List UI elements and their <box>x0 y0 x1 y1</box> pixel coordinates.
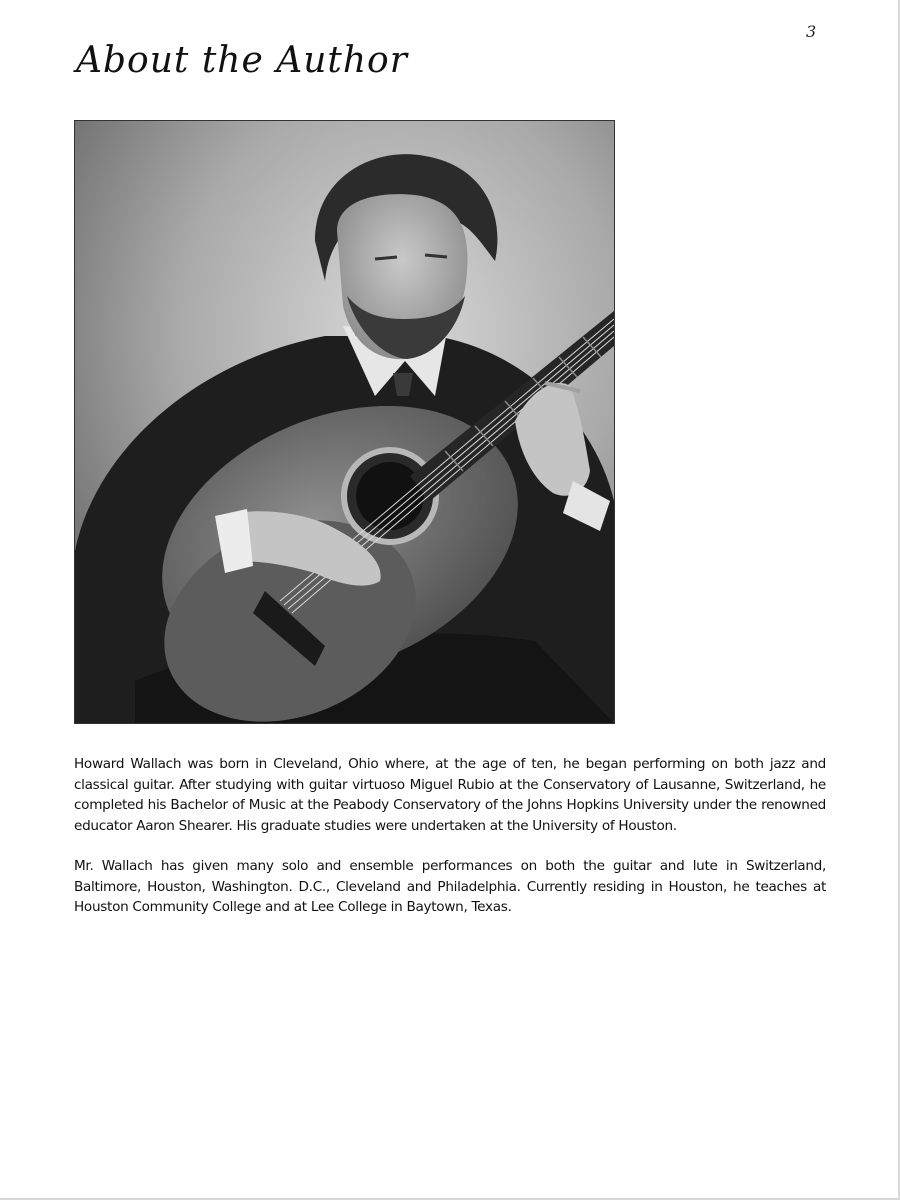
page-number: 3 <box>806 22 817 41</box>
page-title: About the Author <box>76 40 408 81</box>
author-bio <box>74 754 826 938</box>
bio-paragraph: Howard Wallach was born in Cleveland, Ohio where, at the age of ten, he began performing on both jazz and classical guitar. After studying with guitar virtuoso Miguel Rubio at the Conservatory of Lausanne, Switzerland, he completed his Bachelor of Music at the Peabody Conservatory of the Johns Hopkins University under the renowned educator Aaron Shearer. His graduate studies were undertaken at the University of Houston. <box>74 756 826 834</box>
author-portrait-illustration <box>75 121 614 723</box>
bio-paragraph: Mr. Wallach has given many solo and ensemble performances on both the guitar and lute in Switzerland, Baltimore, Houston, Washington. D.C., Cleveland and Philadelphia. Currently residing in Houston, he teaches at Houston Community College and at Lee College in Baytown, Texas. <box>74 858 826 915</box>
author-photo <box>74 120 615 724</box>
